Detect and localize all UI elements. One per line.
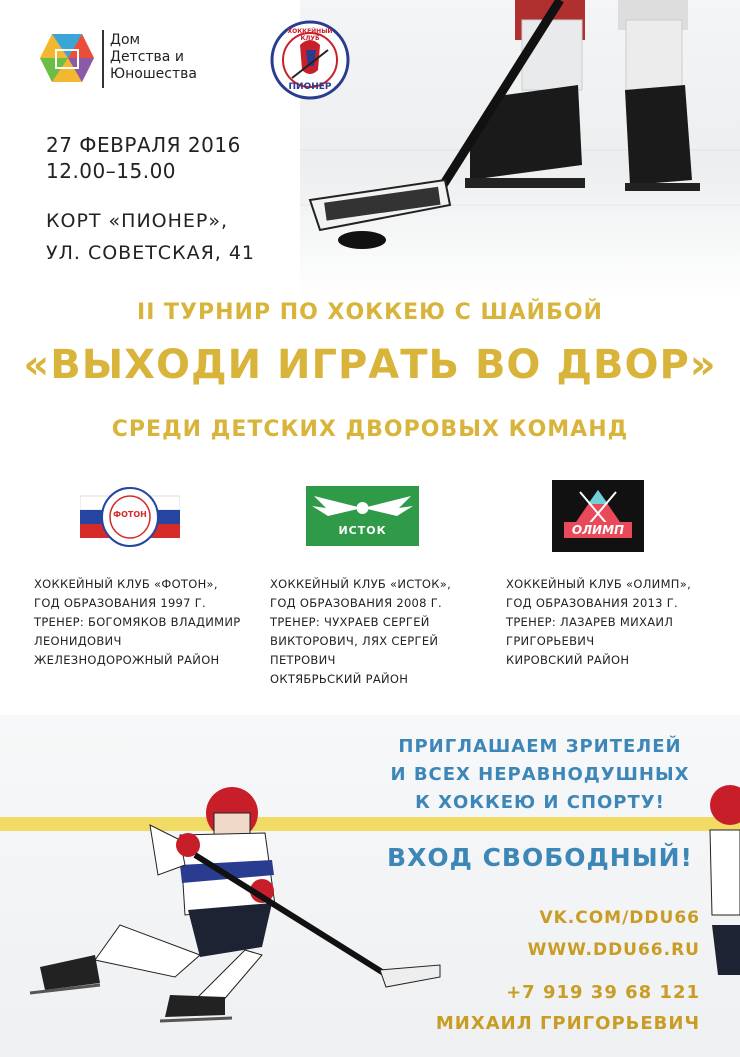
invite-line: К ХОККЕЮ И СПОРТУ! [415,792,665,813]
invite-text [370,733,710,817]
contact-person: МИХАИЛ ГРИГОРЬЕВИЧ [435,1013,700,1034]
team-info-line: ВИКТОРОВИЧ, ЛЯХ СЕРГЕЙ [270,634,439,648]
phone-number: +7 919 39 68 121 [506,982,700,1003]
foton-logo-text: ФОТОН [113,510,147,519]
tournament-subtitle: II ТУРНИР ПО ХОККЕЮ С ШАЙБОЙ [137,300,603,325]
tournament-tagline: СРЕДИ ДЕТСКИХ ДВОРОВЫХ КОМАНД [111,417,629,442]
free-entry-text: ВХОД СВОБОДНЫЙ! [387,843,693,872]
olimp-logo-text: ОЛИМП [571,523,625,537]
team-info-line: ГОД ОБРАЗОВАНИЯ 2013 Г. [506,596,679,610]
skates-illustration [300,0,740,300]
organizer-line: Дом [110,32,141,48]
team-info-line: КИРОВСКИЙ РАЙОН [506,653,630,667]
logo-divider [102,30,104,88]
olimp-mountain-icon [552,480,644,552]
team-info-line: ГОД ОБРАЗОВАНИЯ 1997 Г. [34,596,207,610]
organizer-line: Юношества [110,66,197,82]
tournament-title: «ВЫХОДИ ИГРАТЬ ВО ДВОР» [23,342,717,388]
club-logo-bottom-text: ПИОНЕР [288,82,332,92]
hero-photo [300,0,740,300]
club-logo-top-text: ХОККЕЙНЫЙ КЛУБ [287,28,333,42]
olimp-logo [552,480,644,552]
foton-logo [80,486,180,552]
istok-logo [306,486,419,546]
ddu-logo-icon [38,32,96,84]
team-info-line: ТРЕНЕР: ЛАЗАРЕВ МИХАИЛ [506,615,674,629]
team-foton-info [34,575,264,670]
istok-wings-icon [306,486,419,526]
event-address: УЛ. СОВЕТСКАЯ, 41 [46,242,256,264]
team-info-line: ХОККЕЙНЫЙ КЛУБ «ИСТОК», [270,577,452,591]
team-info-line: ЖЕЛЕЗНОДОРОЖНЫЙ РАЙОН [34,653,220,667]
istok-logo-text: ИСТОК [338,524,387,537]
team-info-line: ТРЕНЕР: БОГОМЯКОВ ВЛАДИМИР [34,615,241,629]
event-date: 27 ФЕВРАЛЯ 2016 [46,133,241,157]
organizer-name [110,32,197,83]
team-info-line: ПЕТРОВИЧ [270,653,336,667]
organizer-line: Детства и [110,49,184,65]
team-info-line: ХОККЕЙНЫЙ КЛУБ «ФОТОН», [34,577,218,591]
vk-link[interactable]: VK.COM/DDU66 [539,908,700,928]
team-info-line: ТРЕНЕР: ЧУХРАЕВ СЕРГЕЙ [270,615,430,629]
invite-line: И ВСЕХ НЕРАВНОДУШНЫХ [390,764,690,785]
pioner-club-logo [270,20,350,104]
team-info-line: ГОД ОБРАЗОВАНИЯ 2008 Г. [270,596,443,610]
website-link[interactable]: WWW.DDU66.RU [527,940,700,960]
invite-line: ПРИГЛАШАЕМ ЗРИТЕЛЕЙ [398,736,682,757]
event-time: 12.00–15.00 [46,159,177,183]
team-info-line: ГРИГОРЬЕВИЧ [506,634,595,648]
ddu-logo [38,32,96,88]
team-info-line: ХОККЕЙНЫЙ КЛУБ «ОЛИМП», [506,577,692,591]
team-info-line: ЛЕОНИДОВИЧ [34,634,122,648]
event-venue: КОРТ «ПИОНЕР», [46,210,229,232]
team-istok-info [270,575,495,689]
team-info-line: ОКТЯБРЬСКИЙ РАЙОН [270,672,409,686]
team-olimp-info [506,575,726,670]
